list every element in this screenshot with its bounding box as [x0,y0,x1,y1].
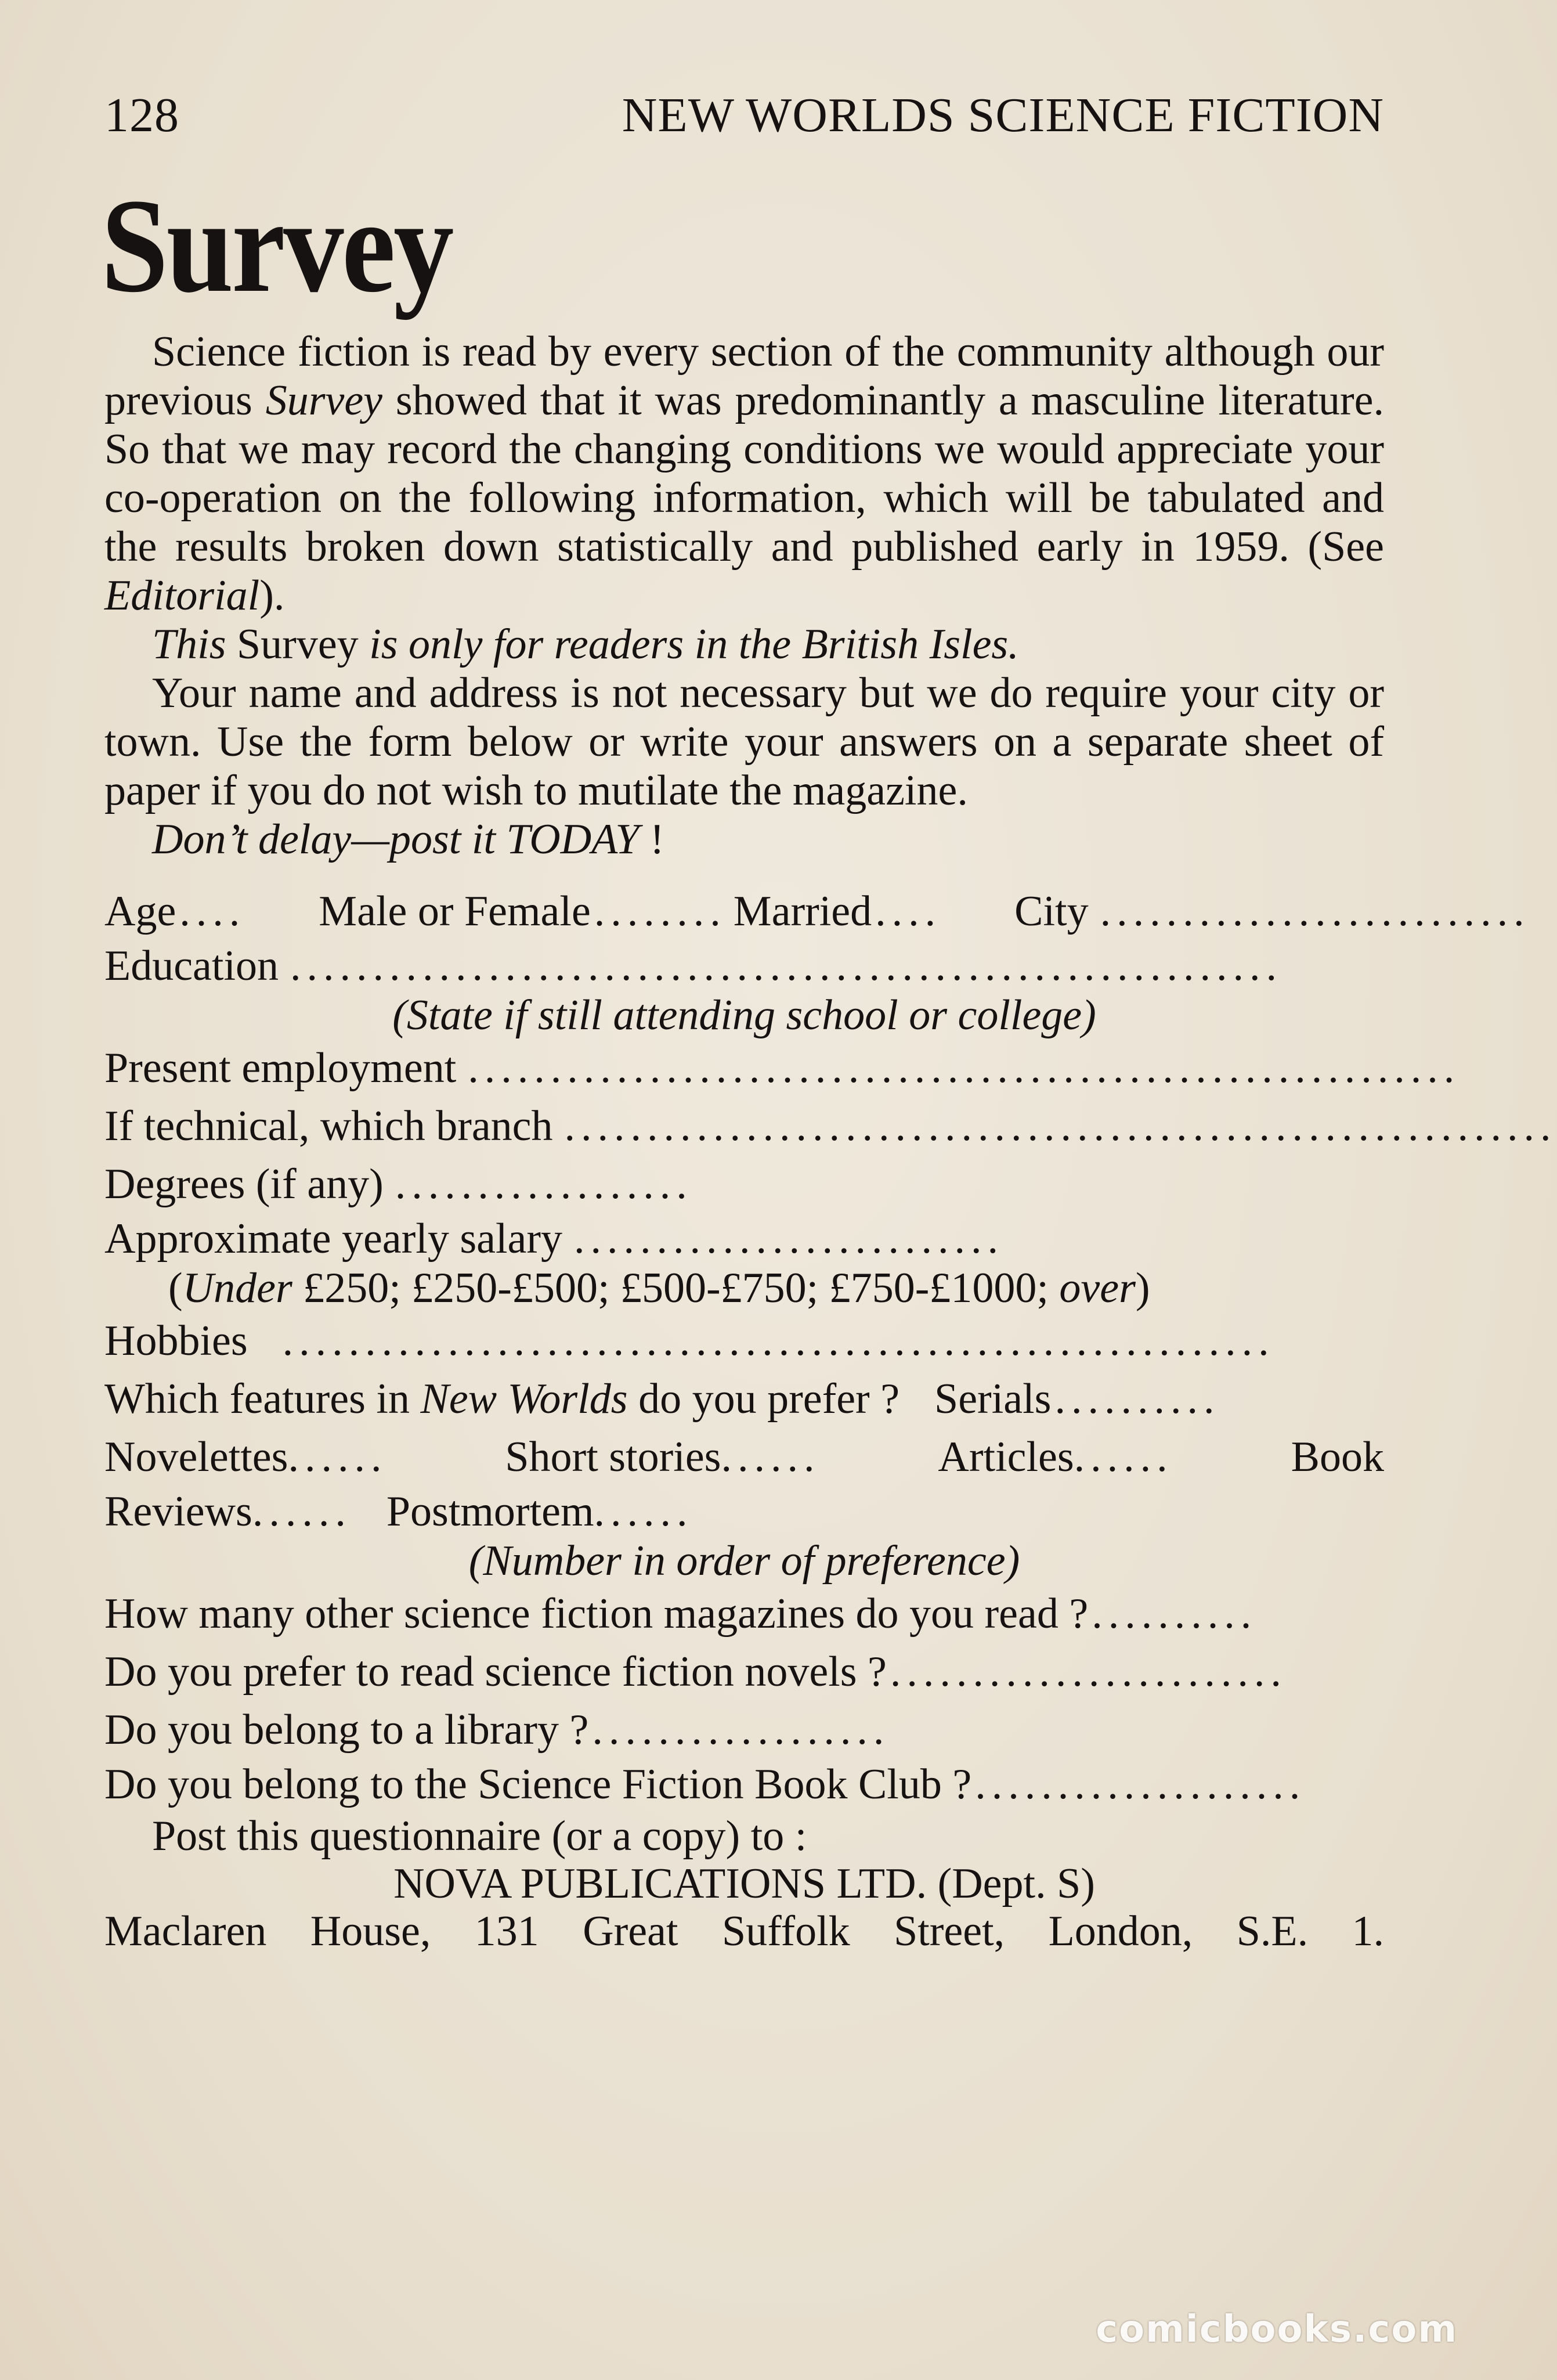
row-technical [104,1097,1557,1155]
preference-note: (Number in order of preference) [468,1537,1020,1585]
magazine-page [101,87,1557,1955]
intro-text-cont: showed that it was predominantly a masculine literature. So that we may record the changing conditions we would appreciate your co-operation on the following information, which will be tabulated and the results broken down statistically and published early in 1959. (See [104,377,1384,571]
education-note: (State if still attending school or college) [392,991,1096,1039]
row-reviews [104,1486,1384,1537]
row-salary [104,1213,1384,1264]
running-title: NEW WORLDS SCIENCE FICTION [622,88,1384,142]
row-library [104,1701,1384,1759]
intro-editorial-word: Editorial [104,572,260,619]
salary-label: Approximate yearly salary [104,1215,563,1263]
salary-note-close: ) [1135,1264,1150,1312]
publisher-address: Maclaren House, 131 Great Suffolk Street, London, S.E. 1. [104,1907,1384,1955]
note-text: is only for readers in the British Isles. [369,621,1019,668]
serials-field[interactable]: .......... [1054,1375,1220,1423]
site-watermark: comicbooks.com [1096,2308,1458,2351]
technical-label: If technical, which branch [104,1102,553,1150]
reviews-label: Reviews [104,1488,252,1535]
cta-text: Don’t delay—post it TODAY [152,816,640,863]
row-features [104,1370,1384,1428]
novelettes-item [104,1428,387,1486]
library-field[interactable]: .................. [592,1706,890,1754]
degrees-label: Degrees (if any) [104,1160,384,1208]
library-question: Do you belong to a library ? [104,1706,589,1754]
articles-label: Articles [938,1433,1074,1481]
novelettes-label: Novelettes [104,1433,288,1481]
magazines-question: How many other science fiction magazines do you read ? [104,1590,1089,1638]
bookclub-question: Do you belong to the Science Fiction Book Club ? [104,1761,972,1808]
age-field[interactable]: .... [179,888,246,935]
employment-label: Present employment [104,1044,457,1092]
sex-label: Male or Female [319,888,591,935]
hobbies-field[interactable]: ............................................................ [282,1317,1275,1365]
magazines-field[interactable]: .......... [1092,1590,1258,1638]
novelettes-field[interactable]: ...... [288,1433,388,1481]
married-field[interactable]: .... [875,888,942,935]
salary-note-ranges: £250; £250-£500; £500-£750; £750-£1000; [292,1264,1060,1312]
employment-field[interactable]: ............................................................ [468,1044,1461,1092]
salary-field[interactable]: .......................... [574,1215,1005,1263]
reviews-field[interactable]: ...... [252,1488,352,1535]
bookclub-field[interactable]: .................... [975,1761,1306,1808]
age-label: Age [104,888,176,935]
page-title: Survey [101,171,452,320]
publisher-name: NOVA PUBLICATIONS LTD. (Dept. S) [393,1860,1095,1907]
row-bookclub [104,1759,1384,1810]
call-to-action [104,815,1384,864]
row-magazines [104,1585,1384,1643]
cta-exclaim: ! [639,816,664,863]
novels-field[interactable]: ........................ [890,1648,1287,1696]
intro-paragraph [104,327,1384,620]
features-new-worlds: New Worlds [420,1375,628,1423]
salary-note-over: over [1059,1264,1136,1312]
note-survey: Survey [226,621,370,668]
intro-survey-word: Survey [265,377,383,424]
features-label [104,1370,899,1428]
education-field[interactable]: ............................................................ [290,942,1283,990]
row-novels [104,1643,1384,1701]
hobbies-label: Hobbies [104,1317,248,1365]
articles-item [938,1428,1173,1486]
features-question: do you prefer ? [627,1375,900,1423]
salary-note-open: ( [168,1264,183,1312]
degrees-field[interactable]: .................. [395,1160,693,1208]
education-label: Education [104,942,279,990]
technical-field[interactable]: ............................................................ [564,1102,1557,1150]
short-stories-field[interactable]: ...... [721,1433,821,1481]
british-isles-note [104,620,1384,669]
articles-field[interactable]: ...... [1074,1433,1173,1481]
note-this: This [152,621,226,668]
short-stories-item [505,1428,820,1486]
city-field[interactable]: .......................... [1100,888,1530,935]
post-line: Post this questionnaire (or a copy) to : [152,1812,807,1860]
postmortem-field[interactable]: ...... [594,1488,693,1535]
postmortem-label: Postmortem [386,1488,594,1535]
page-number: 128 [104,88,179,142]
features-text: Which features in [104,1375,421,1423]
novels-question: Do you prefer to read science fiction novels ? [104,1648,887,1696]
row-degrees [104,1155,1384,1213]
book-label: Book [1291,1433,1384,1481]
instructions-paragraph: Your name and address is not necessary but we do require your city or town. Use the form below or write your answers on a separate sheet of paper if you do not wish to mutilate the magazine. [104,669,1384,814]
intro-text: Science fiction is read by every section of the community although our previous [104,328,1384,424]
city-label: City [1014,888,1089,935]
married-label: Married [733,888,872,935]
sex-field[interactable]: ........ [594,888,727,935]
intro-text-end: ). [259,572,285,619]
mailing-instructions [104,1812,1384,1955]
survey-form [104,882,1557,1810]
row-age [104,882,1530,940]
short-stories-label: Short stories [505,1433,721,1481]
row-education [104,940,1384,991]
row-feature-types [104,1428,1384,1486]
salary-note [104,1264,1384,1312]
row-hobbies [104,1312,1384,1370]
row-employment [104,1039,1461,1097]
salary-note-under: Under [182,1264,292,1312]
serials-label: Serials [934,1375,1052,1423]
running-head [104,87,1384,151]
